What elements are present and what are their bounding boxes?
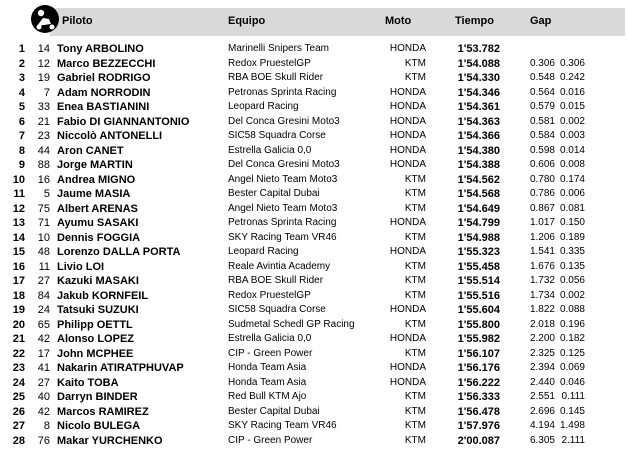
manufacturer-cell: KTM	[404, 275, 426, 286]
position-cell: 5	[18, 101, 25, 113]
lap-time-cell: 1'54.330	[457, 72, 500, 84]
lap-time-cell: 1'54.988	[457, 231, 500, 244]
gap-to-leader-cell: 0.606	[529, 159, 555, 170]
gap-to-leader-cell: 2.325	[529, 347, 555, 359]
rider-name-cell: Ayumu SASAKI	[57, 217, 139, 229]
lap-time-cell: 1'55.800	[457, 318, 500, 331]
manufacturer-cell: KTM	[404, 202, 426, 214]
lap-time-cell: 1'56.107	[457, 347, 500, 360]
manufacturer-cell: HONDA	[389, 333, 426, 344]
team-cell: Redox PruestelGP	[228, 57, 311, 69]
team-cell: SIC58 Squadra Corse	[228, 304, 326, 315]
rider-name-cell: Aron CANET	[57, 144, 124, 157]
team-cell: CIP - Green Power	[228, 347, 313, 359]
manufacturer-cell: HONDA	[389, 246, 426, 257]
table-row	[0, 57, 627, 72]
rider-number-cell: 88	[37, 159, 50, 171]
position-cell: 25	[12, 391, 25, 403]
lap-time-cell: 1'56.222	[457, 376, 500, 389]
manufacturer-cell: KTM	[404, 347, 426, 359]
rider-name-cell: Jaume MASIA	[57, 188, 131, 200]
gap-to-previous-cell: 1.498	[559, 420, 585, 431]
position-cell: 7	[18, 130, 25, 142]
rider-number-cell: 71	[37, 217, 50, 229]
rider-number-cell: 42	[37, 333, 50, 345]
lap-time-cell: 1'54.799	[457, 217, 500, 229]
gap-to-previous-cell: 0.069	[559, 362, 585, 373]
team-cell: Leopard Racing	[228, 246, 299, 257]
rider-name-cell: Jorge MARTIN	[57, 159, 133, 171]
team-cell: CIP - Green Power	[228, 434, 313, 446]
gap-to-leader-cell: 0.306	[529, 57, 555, 69]
rider-name-cell: Darryn BINDER	[57, 391, 138, 403]
gap-to-previous-cell: 0.088	[559, 304, 585, 315]
position-cell: 6	[18, 115, 25, 128]
rider-name-cell: Tatsuki SUZUKI	[57, 304, 139, 316]
manufacturer-cell: HONDA	[389, 43, 426, 54]
gap-to-leader-cell: 0.581	[529, 115, 555, 127]
team-cell: Leopard Racing	[228, 101, 299, 112]
lap-time-cell: 1'55.982	[457, 333, 500, 345]
team-cell: SKY Racing Team VR46	[228, 231, 337, 243]
table-row	[0, 260, 627, 275]
position-cell: 18	[12, 289, 25, 302]
team-cell: Reale Avintia Academy	[228, 260, 331, 272]
gap-to-leader-cell: 2.551	[529, 391, 555, 402]
gap-to-leader-cell: 1.734	[529, 289, 555, 301]
rider-number-cell: 5	[43, 188, 50, 200]
team-cell: SKY Racing Team VR46	[228, 420, 337, 431]
rider-number-cell: 76	[37, 434, 50, 447]
position-cell: 22	[12, 347, 25, 360]
gap-to-previous-cell: 0.135	[559, 260, 585, 272]
gap-to-previous-cell: 0.008	[559, 159, 585, 170]
gap-to-leader-cell: 2.394	[529, 362, 555, 373]
team-cell: Del Conca Gresini Moto3	[228, 115, 340, 127]
rider-number-cell: 12	[37, 57, 50, 70]
gap-to-leader-cell: 4.194	[529, 420, 555, 431]
team-cell: Estrella Galicia 0,0	[228, 144, 312, 156]
column-header-tiempo: Tiempo	[455, 15, 494, 27]
rider-number-cell: 33	[37, 101, 50, 113]
rider-number-cell: 84	[37, 289, 50, 302]
gap-to-previous-cell: 0.196	[559, 318, 585, 330]
table-row	[0, 405, 627, 420]
rider-number-cell: 7	[43, 86, 50, 99]
rider-number-cell: 27	[37, 376, 50, 389]
gap-to-leader-cell: 0.548	[529, 72, 555, 83]
manufacturer-cell: HONDA	[389, 101, 426, 112]
manufacturer-cell: KTM	[404, 173, 426, 185]
gap-to-leader-cell: 2.018	[529, 318, 555, 330]
manufacturer-cell: KTM	[404, 188, 426, 199]
gap-to-previous-cell: 0.242	[559, 72, 585, 83]
rider-number-cell: 8	[43, 420, 50, 432]
team-cell: Sudmetal Schedl GP Racing	[228, 318, 355, 330]
position-cell: 24	[12, 376, 25, 389]
table-row	[0, 347, 627, 362]
rider-name-cell: Kazuki MASAKI	[57, 275, 139, 287]
rider-number-cell: 48	[37, 246, 50, 258]
position-cell: 17	[12, 275, 25, 287]
team-cell: Honda Team Asia	[228, 362, 307, 373]
gap-to-previous-cell: 0.056	[559, 275, 585, 286]
lap-time-cell: 1'54.346	[457, 86, 500, 99]
position-cell: 16	[12, 260, 25, 273]
rider-name-cell: Nicolo BULEGA	[57, 420, 141, 432]
team-cell: Petronas Sprinta Racing	[228, 86, 337, 98]
rider-name-cell: Livio LOI	[57, 260, 105, 273]
table-row	[0, 231, 627, 246]
gap-to-leader-cell: 2.696	[529, 405, 555, 417]
position-cell: 10	[12, 173, 25, 186]
rider-number-cell: 19	[37, 72, 50, 84]
rider-number-cell: 27	[37, 275, 50, 287]
table-row	[0, 289, 627, 304]
rider-number-cell: 44	[37, 144, 50, 157]
manufacturer-cell: KTM	[404, 57, 426, 69]
team-cell: Angel Nieto Team Moto3	[228, 202, 338, 214]
lap-time-cell: 1'54.562	[457, 173, 500, 186]
rider-name-cell: Kaito TOBA	[57, 376, 119, 389]
gap-to-previous-cell: 0.014	[559, 144, 585, 156]
team-cell: Bester Capital Dubai	[228, 188, 320, 199]
gap-to-previous-cell: 0.006	[559, 188, 585, 199]
gap-to-previous-cell: 2.111	[561, 434, 585, 446]
rider-number-cell: 24	[37, 304, 50, 316]
lap-time-cell: 1'54.568	[457, 188, 500, 200]
gap-to-previous-cell: 0.174	[559, 173, 585, 185]
gap-to-leader-cell: 0.780	[529, 173, 555, 185]
rider-name-cell: Niccolò ANTONELLI	[57, 130, 163, 142]
gap-to-leader-cell: 0.584	[529, 130, 555, 141]
position-cell: 2	[18, 57, 25, 70]
rider-name-cell: Makar YURCHENKO	[57, 434, 163, 447]
rider-number-cell: 40	[37, 391, 50, 403]
manufacturer-cell: KTM	[404, 72, 426, 83]
team-cell: Red Bull KTM Ajo	[228, 391, 307, 402]
column-header-equipo: Equipo	[228, 15, 266, 27]
team-cell: Angel Nieto Team Moto3	[228, 173, 338, 185]
table-row	[0, 376, 627, 391]
manufacturer-cell: KTM	[404, 318, 426, 330]
gap-to-previous-cell: 0.015	[559, 101, 585, 112]
manufacturer-cell: HONDA	[389, 130, 426, 141]
manufacturer-cell: KTM	[404, 405, 426, 417]
position-cell: 19	[12, 304, 25, 316]
manufacturer-cell: HONDA	[389, 115, 426, 127]
column-header-piloto: Piloto	[62, 15, 93, 27]
manufacturer-cell: HONDA	[389, 86, 426, 98]
gap-to-previous-cell: 0.046	[559, 376, 585, 388]
rider-name-cell: Nakarin ATIRATPHUVAP	[57, 362, 184, 374]
rider-name-cell: Fabio DI GIANNANTONIO	[57, 115, 190, 128]
table-row	[0, 144, 627, 159]
position-cell: 14	[12, 231, 25, 244]
lap-time-cell: 1'56.478	[457, 405, 500, 418]
rider-number-cell: 17	[37, 347, 50, 360]
manufacturer-cell: HONDA	[389, 304, 426, 315]
team-cell: Del Conca Gresini Moto3	[228, 159, 340, 170]
gap-to-leader-cell: 6.305	[529, 434, 555, 446]
gap-to-leader-cell: 0.786	[529, 188, 555, 199]
rider-name-cell: Alonso LOPEZ	[57, 333, 134, 345]
lap-time-cell: 1'57.976	[457, 420, 500, 432]
manufacturer-cell: KTM	[404, 434, 426, 446]
lap-time-cell: 1'54.361	[457, 101, 500, 113]
manufacturer-cell: HONDA	[389, 362, 426, 373]
gap-to-leader-cell: 1.541	[529, 246, 555, 257]
rider-number-cell: 11	[38, 260, 50, 273]
team-cell: Redox PruestelGP	[228, 289, 311, 301]
manufacturer-cell: HONDA	[389, 159, 426, 170]
manufacturer-cell: HONDA	[389, 144, 426, 156]
lap-time-cell: 1'54.380	[457, 144, 500, 157]
table-row	[0, 419, 627, 434]
rider-name-cell: Andrea MIGNO	[57, 173, 136, 186]
lap-time-cell: 1'56.176	[457, 362, 500, 374]
rider-number-cell: 42	[37, 405, 50, 418]
gap-to-previous-cell: 0.081	[559, 202, 585, 214]
rider-name-cell: Dennis FOGGIA	[57, 231, 141, 244]
lap-time-cell: 1'55.604	[457, 304, 500, 316]
rider-name-cell: Gabriel RODRIGO	[57, 72, 151, 84]
table-row	[0, 71, 627, 86]
lap-time-cell: 1'55.458	[457, 260, 500, 273]
lap-time-cell: 1'56.333	[457, 391, 500, 403]
team-cell: Estrella Galicia 0,0	[228, 333, 312, 344]
gap-to-leader-cell: 0.598	[529, 144, 555, 156]
table-row	[0, 390, 627, 405]
gap-to-leader-cell: 2.200	[529, 333, 555, 344]
gap-to-leader-cell: 1.017	[529, 217, 555, 228]
gap-to-previous-cell: 0.016	[559, 86, 585, 98]
position-cell: 21	[12, 333, 25, 345]
team-cell: Honda Team Asia	[228, 376, 307, 388]
gap-to-leader-cell: 1.676	[529, 260, 555, 272]
gap-to-leader-cell: 0.867	[529, 202, 555, 214]
lap-time-cell: 1'54.388	[457, 159, 500, 171]
lap-time-cell: 2'00.087	[457, 434, 500, 447]
position-cell: 9	[18, 159, 25, 171]
rider-number-cell: 14	[37, 43, 50, 55]
table-row	[0, 202, 627, 217]
rider-number-cell: 41	[37, 362, 50, 374]
position-cell: 4	[18, 86, 25, 99]
rider-name-cell: Adam NORRODIN	[57, 86, 151, 99]
position-cell: 11	[13, 188, 25, 200]
gap-to-previous-cell: 0.002	[559, 289, 585, 301]
gap-to-leader-cell: 1.206	[529, 231, 555, 243]
position-cell: 23	[12, 362, 25, 374]
position-cell: 27	[12, 420, 25, 432]
team-cell: SIC58 Squadra Corse	[228, 130, 326, 141]
manufacturer-cell: KTM	[404, 420, 426, 431]
manufacturer-cell: HONDA	[389, 217, 426, 228]
table-row	[0, 303, 627, 318]
rider-name-cell: Marcos RAMIREZ	[57, 405, 149, 418]
lap-time-cell: 1'55.516	[457, 289, 500, 302]
table-row	[0, 216, 627, 231]
results-header	[0, 0, 627, 38]
rider-number-cell: 65	[37, 318, 50, 331]
table-row	[0, 158, 627, 173]
rider-name-cell: Albert ARENAS	[57, 202, 138, 215]
table-row	[0, 86, 627, 101]
lap-time-cell: 1'54.649	[457, 202, 500, 215]
rider-name-cell: Enea BASTIANINI	[57, 101, 150, 113]
team-cell: Marinelli Snipers Team	[228, 43, 329, 54]
gap-to-previous-cell: 0.182	[559, 333, 585, 344]
gap-to-previous-cell: 0.125	[559, 347, 585, 359]
column-header-gap: Gap	[530, 15, 552, 27]
gap-to-leader-cell: 0.564	[529, 86, 555, 98]
manufacturer-cell: KTM	[404, 391, 426, 402]
rider-number-cell: 21	[37, 115, 50, 128]
gap-to-leader-cell: 0.579	[529, 101, 555, 112]
team-cell: RBA BOE Skull Rider	[228, 275, 324, 286]
manufacturer-cell: KTM	[404, 260, 426, 272]
lap-time-cell: 1'53.782	[457, 43, 500, 55]
table-row	[0, 187, 627, 202]
position-cell: 20	[12, 318, 25, 331]
rider-name-cell: Lorenzo DALLA PORTA	[57, 246, 181, 258]
gap-to-leader-cell: 1.732	[529, 275, 555, 286]
table-row	[0, 42, 627, 57]
column-header-moto: Moto	[385, 15, 412, 27]
team-cell: Bester Capital Dubai	[228, 405, 320, 417]
team-cell: RBA BOE Skull Rider	[228, 72, 324, 83]
rider-name-cell: Tony ARBOLINO	[57, 43, 144, 55]
motorcycle-rider-icon	[30, 4, 60, 34]
table-row	[0, 434, 627, 449]
table-row	[0, 245, 627, 260]
gap-to-previous-cell: 0.002	[559, 115, 585, 127]
lap-time-cell: 1'55.514	[457, 275, 500, 287]
table-row	[0, 173, 627, 188]
rider-name-cell: Philipp OETTL	[57, 318, 133, 331]
rider-number-cell: 23	[37, 130, 50, 142]
rider-number-cell: 75	[37, 202, 50, 215]
rider-name-cell: Marco BEZZECCHI	[57, 57, 156, 70]
gap-to-leader-cell: 1.822	[529, 304, 555, 315]
rider-number-cell: 10	[37, 231, 50, 244]
table-row	[0, 361, 627, 376]
results-table	[0, 42, 627, 448]
gap-to-leader-cell: 2.440	[529, 376, 555, 388]
gap-to-previous-cell: 0.003	[559, 130, 585, 141]
table-row	[0, 318, 627, 333]
position-cell: 28	[12, 434, 25, 447]
table-row	[0, 100, 627, 115]
lap-time-cell: 1'55.323	[457, 246, 500, 258]
lap-time-cell: 1'54.363	[457, 115, 500, 128]
table-row	[0, 115, 627, 130]
gap-to-previous-cell: 0.150	[559, 217, 585, 228]
position-cell: 13	[12, 217, 25, 229]
table-row	[0, 129, 627, 144]
position-cell: 12	[12, 202, 25, 215]
team-cell: Petronas Sprinta Racing	[228, 217, 337, 228]
position-cell: 26	[12, 405, 25, 418]
gap-to-previous-cell: 0.335	[559, 246, 585, 257]
rider-name-cell: Jakub KORNFEIL	[57, 289, 149, 302]
lap-time-cell: 1'54.366	[457, 130, 500, 142]
manufacturer-cell: KTM	[404, 289, 426, 301]
position-cell: 15	[12, 246, 25, 258]
table-row	[0, 332, 627, 347]
table-row	[0, 274, 627, 289]
position-cell: 3	[18, 72, 25, 84]
gap-to-previous-cell: 0.111	[561, 391, 585, 402]
gap-to-previous-cell: 0.145	[559, 405, 585, 417]
rider-name-cell: John MCPHEE	[57, 347, 134, 360]
position-cell: 8	[18, 144, 25, 157]
gap-to-previous-cell: 0.189	[559, 231, 585, 243]
rider-number-cell: 16	[37, 173, 50, 186]
position-cell: 1	[18, 43, 25, 55]
gap-to-previous-cell: 0.306	[559, 57, 585, 69]
lap-time-cell: 1'54.088	[457, 57, 500, 70]
manufacturer-cell: KTM	[404, 231, 426, 243]
manufacturer-cell: HONDA	[389, 376, 426, 388]
